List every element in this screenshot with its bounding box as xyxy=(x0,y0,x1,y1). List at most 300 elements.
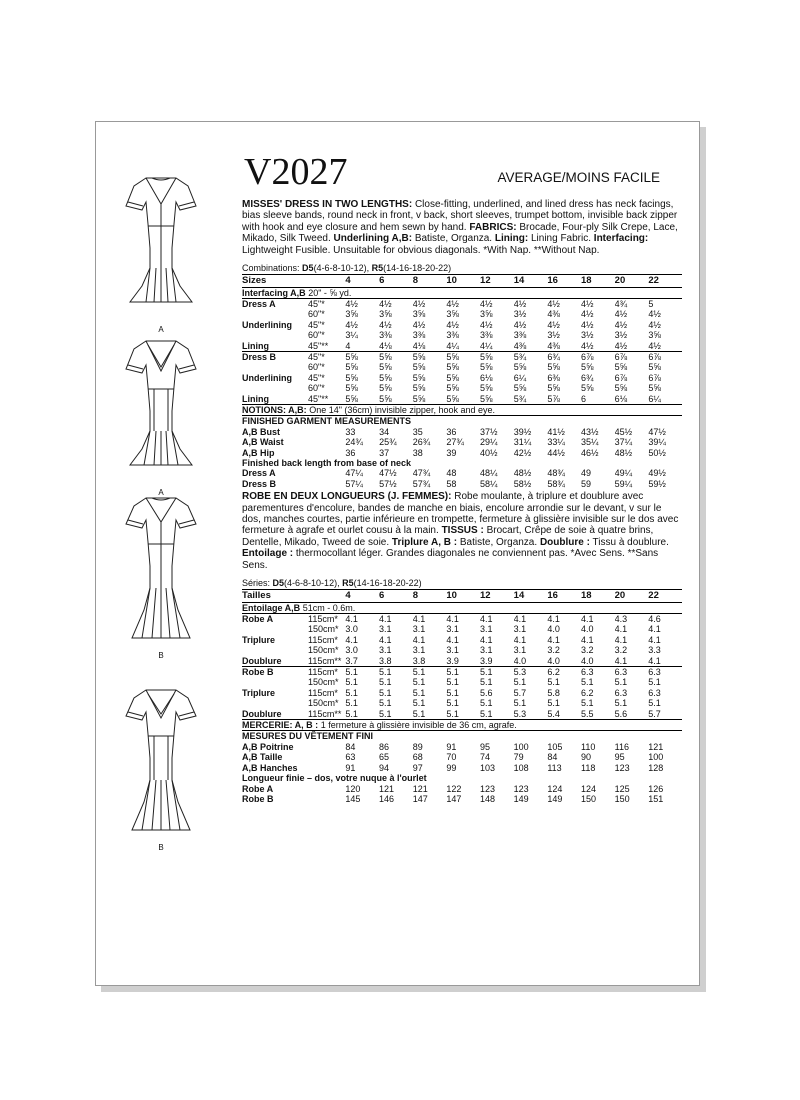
row-label: Robe A xyxy=(242,783,274,794)
measurement-value: 43½ xyxy=(581,426,599,437)
interfacing-row xyxy=(242,287,682,298)
yardage-row xyxy=(242,351,682,362)
dress-a-front-icon xyxy=(106,327,216,487)
measurement-value: 35¼ xyxy=(581,437,599,448)
fabric-width: 45"* xyxy=(308,319,325,330)
measurement-value: 120 xyxy=(345,783,361,794)
row-label: Dress B xyxy=(242,351,308,362)
yardage-value: 5.1 xyxy=(379,708,392,719)
yardage-value: 5.1 xyxy=(446,667,480,678)
yardage-value: 5⅝ xyxy=(480,351,514,362)
size-header: 20 xyxy=(615,275,649,288)
yardage-value: 5 xyxy=(648,298,682,309)
row-label: Robe A xyxy=(242,614,308,625)
french-description xyxy=(242,491,682,571)
row-label: Robe B xyxy=(242,793,274,804)
yardage-value: 5.7 xyxy=(513,687,527,698)
measurement-value: 95 xyxy=(480,741,491,752)
measurement-value: 49½ xyxy=(648,468,666,479)
yardage-value: 5⅝ xyxy=(480,362,493,373)
triplure-body: Batiste, Organza. xyxy=(459,536,538,548)
measurement-value: 150 xyxy=(580,793,597,804)
yardage-value: 4½ xyxy=(614,319,628,330)
measurement-value: 58 xyxy=(446,478,457,489)
measurement-value: 47¾ xyxy=(412,468,431,479)
yardage-value: 3⅜ xyxy=(446,330,459,341)
yardage-value: 4.1 xyxy=(480,634,493,645)
size-header: 14 xyxy=(514,275,548,288)
yardage-row xyxy=(242,309,682,319)
yardage-value: 5.1 xyxy=(345,698,358,709)
measurement-value: 50½ xyxy=(648,447,666,458)
measurement-value: 33 xyxy=(345,426,356,437)
measurement-value: 90 xyxy=(580,752,591,763)
yardage-value: 4½ xyxy=(581,340,594,351)
measurement-value: 100 xyxy=(648,752,664,763)
pattern-back-sheet xyxy=(95,121,700,986)
row-label: A,B Taille xyxy=(242,752,283,763)
yardage-value: 4.1 xyxy=(614,655,628,666)
yardage-value: 3.1 xyxy=(513,624,527,635)
notions-row xyxy=(242,405,682,416)
measurement-value: 39½ xyxy=(513,426,532,437)
yardage-value: 4.1 xyxy=(614,634,628,645)
yardage-value: 4½ xyxy=(648,319,661,330)
yardage-row xyxy=(242,698,682,708)
measurement-value: 38 xyxy=(412,447,423,458)
row-label xyxy=(242,624,308,634)
size-header: 18 xyxy=(581,275,615,288)
finished-measurements-title: FINISHED GARMENT MEASUREMENTS xyxy=(242,416,682,427)
yardage-value: 5⅝ xyxy=(446,362,459,373)
yardage-value: 5⅝ xyxy=(648,362,661,373)
desc-title: MISSES' DRESS IN TWO LENGTHS: xyxy=(242,199,413,210)
yardage-value: 3.2 xyxy=(547,645,560,656)
measurement-value: 48¼ xyxy=(480,468,498,479)
yardage-value: 4⅜ xyxy=(513,340,527,351)
measurement-value: 97 xyxy=(412,762,423,773)
yardage-row xyxy=(242,635,682,645)
yardage-value: 3.1 xyxy=(446,624,459,635)
yardage-row xyxy=(242,373,682,383)
yardage-value: 4.3 xyxy=(615,614,649,625)
yardage-value: 4⅛ xyxy=(379,340,392,351)
yardage-value: 3½ xyxy=(581,330,594,341)
fabric-width: 150cm* xyxy=(308,698,339,709)
yardage-value: 5⅝ xyxy=(480,383,493,394)
measurement-value: 40½ xyxy=(480,447,498,458)
yardage-value: 6⅛ xyxy=(614,393,628,404)
measurement-value: 59 xyxy=(581,478,592,489)
measurement-value: 86 xyxy=(379,741,390,752)
yardage-value: 6⅞ xyxy=(615,351,649,362)
mercerie-row-label: MERCERIE: A, B : xyxy=(242,720,319,731)
yardage-value: 5¾ xyxy=(514,351,548,362)
measurement-value: 123 xyxy=(614,762,630,773)
yardage-value: 3⅝ xyxy=(648,330,661,341)
yardage-value: 5⅝ xyxy=(379,362,392,373)
yardage-row xyxy=(242,667,682,678)
measurement-value: 34 xyxy=(379,426,390,437)
yardage-value: 4⅛ xyxy=(412,340,426,351)
yardage-value: 4½ xyxy=(480,319,493,330)
yardage-value: 5.4 xyxy=(547,708,560,719)
lining-label: Lining: xyxy=(494,233,529,245)
yardage-row xyxy=(242,709,682,720)
yardage-value: 4½ xyxy=(345,319,358,330)
yardage-value: 6 xyxy=(581,393,587,404)
yardage-value: 4.1 xyxy=(480,614,514,625)
yardage-value: 5.1 xyxy=(345,677,358,688)
combinations-line xyxy=(242,263,682,274)
entoilage-row-value: 51cm - 0.6m. xyxy=(302,602,356,613)
yardage-value: 3.1 xyxy=(412,645,426,656)
fabric-width: 115cm* xyxy=(308,667,345,678)
measurement-value: 84 xyxy=(547,752,558,763)
yardage-value: 6.3 xyxy=(614,687,628,698)
yardage-value: 4.1 xyxy=(412,634,426,645)
yardage-value: 5⅝ xyxy=(513,362,527,373)
combinations-label: Combinations: xyxy=(242,263,300,274)
yardage-value: 4.1 xyxy=(648,624,661,635)
yardage-value: 5.1 xyxy=(345,708,358,719)
fabric-width: 150cm* xyxy=(308,624,339,635)
interfacing-row-value: 20" - ⅝ yd. xyxy=(308,287,352,298)
size-header: 6 xyxy=(379,590,413,603)
dress-b-back-icon xyxy=(106,490,216,650)
row-label: Lining xyxy=(242,340,269,351)
sizes-header-row xyxy=(242,590,682,603)
yardage-value: 3.7 xyxy=(345,655,358,666)
yardage-value: 4.1 xyxy=(379,614,413,625)
yardage-row xyxy=(242,362,682,372)
measurement-value: 105 xyxy=(547,741,563,752)
difficulty-label: AVERAGE/MOINS FACILE xyxy=(497,170,660,185)
measurement-value: 44½ xyxy=(547,447,565,458)
measurement-value: 128 xyxy=(648,762,664,773)
english-description xyxy=(242,199,682,256)
measurement-value: 150 xyxy=(614,793,630,804)
measurement-value: 118 xyxy=(580,762,596,773)
yardage-value: 6.3 xyxy=(581,667,615,678)
yardage-value: 3.1 xyxy=(480,624,493,635)
yardage-value: 4½ xyxy=(379,298,413,309)
fabric-width: 150cm* xyxy=(308,677,339,688)
row-label: Dress B xyxy=(242,478,277,489)
fabric-width: 45"** xyxy=(308,340,329,351)
measurement-value: 63 xyxy=(345,752,356,763)
yardage-value: 5.1 xyxy=(412,677,426,688)
mercerie-row-cell xyxy=(242,720,682,731)
fabric-width: 60"* xyxy=(308,362,325,373)
yardage-value: 4½ xyxy=(480,298,514,309)
yardage-value: 6⅜ xyxy=(547,372,560,383)
interfacing-row-label: Interfacing A,B xyxy=(242,287,306,298)
yardage-value: 5.7 xyxy=(648,708,661,719)
yardage-value: 6⅞ xyxy=(648,372,661,383)
sketch-view-a-back xyxy=(106,164,216,339)
yardage-value: 4⅜ xyxy=(547,309,560,320)
interfacing-label: Interfacing: xyxy=(593,233,649,245)
mesures-title: MESURES DU VÊTEMENT FINI xyxy=(242,731,682,742)
measurement-value: 58½ xyxy=(513,478,532,489)
yardage-value: 5.3 xyxy=(514,667,548,678)
fabric-width: 115cm** xyxy=(308,655,342,666)
entoilage-label: Entoilage : xyxy=(242,548,294,560)
series-r5-sizes: (14-16-18-20-22) xyxy=(353,578,422,589)
row-label xyxy=(242,330,308,340)
view-label: A xyxy=(158,488,164,497)
size-header: 4 xyxy=(345,275,379,288)
yardage-value: 3⅝ xyxy=(345,309,358,320)
desc-body: Close-fitting, underlined, and lined dress has neck facings, bias sleeve bands, round neck in front, v back, short sleeves, trumpet bottom, invisible back zipper with hook and eye closure and hem sewn by hand. xyxy=(242,199,678,233)
yardage-value: 3½ xyxy=(513,309,527,320)
yardage-value: 5.5 xyxy=(580,708,594,719)
yardage-value: 4½ xyxy=(446,298,480,309)
sketch-view-b-front xyxy=(106,682,216,857)
yardage-value: 3½ xyxy=(547,330,560,341)
yardage-value: 3.2 xyxy=(614,645,628,656)
yardage-value: 3.1 xyxy=(480,645,493,656)
yardage-value: 5⅝ xyxy=(513,383,527,394)
fabric-width: 60"* xyxy=(308,383,325,394)
yardage-value: 4½ xyxy=(379,319,392,330)
back-length xyxy=(242,458,682,468)
measurement-value: 68 xyxy=(412,752,423,763)
combo-r5-sizes: (14-16-18-20-22) xyxy=(383,263,452,274)
yardage-value: 4.0 xyxy=(547,655,560,666)
fabric-width: 115cm* xyxy=(308,634,338,645)
measurement-value: 47¼ xyxy=(345,468,363,479)
yardage-value: 3⅝ xyxy=(480,309,493,320)
measurement-value: 58¾ xyxy=(547,478,565,489)
yardage-value: 4¼ xyxy=(446,340,459,351)
yardage-value: 4.1 xyxy=(345,634,358,645)
measurement-value: 74 xyxy=(480,752,491,763)
yardage-value: 6¼ xyxy=(648,393,661,404)
row-label: A,B Waist xyxy=(242,437,284,448)
yardage-value: 5⅝ xyxy=(379,351,413,362)
yardage-value: 3.3 xyxy=(648,645,661,656)
yardage-value: 5.1 xyxy=(412,698,426,709)
measurement-value: 49¼ xyxy=(614,468,633,479)
row-label: Doublure xyxy=(242,655,282,666)
yardage-row xyxy=(242,677,682,687)
yardage-value: 4.0 xyxy=(580,655,594,666)
yardage-value: 5.1 xyxy=(446,708,459,719)
yardage-value: 6.2 xyxy=(580,687,594,698)
yardage-value: 5⅝ xyxy=(412,372,426,383)
row-label xyxy=(242,645,308,655)
header xyxy=(242,152,682,194)
yardage-value: 3⅜ xyxy=(379,330,392,341)
yardage-value: 5⅝ xyxy=(345,372,358,383)
yardage-value: 5⅝ xyxy=(345,383,358,394)
measurement-value: 89 xyxy=(412,741,423,752)
measurement-value: 36 xyxy=(446,426,457,437)
yardage-value: 6.3 xyxy=(648,667,682,678)
measurement-row xyxy=(242,448,682,458)
yardage-value: 3¼ xyxy=(345,330,358,341)
yardage-value: 4.1 xyxy=(614,624,628,635)
measurement-value: 57¾ xyxy=(412,478,431,489)
measurement-value: 25¾ xyxy=(379,437,397,448)
yardage-value: 5⅝ xyxy=(446,383,459,394)
measurement-value: 48½ xyxy=(513,468,532,479)
size-header: 12 xyxy=(480,275,514,288)
measurement-value: 94 xyxy=(379,762,390,773)
yardage-value: 5.1 xyxy=(379,687,392,698)
row-label: Triplure xyxy=(242,634,276,645)
yardage-value: 4.1 xyxy=(446,634,459,645)
row-label: A,B Hanches xyxy=(242,762,298,773)
sketch-view-b-back xyxy=(106,490,216,665)
size-header: 12 xyxy=(480,590,514,603)
yardage-value: 5.1 xyxy=(513,677,527,688)
sketch-view-a-front xyxy=(106,327,216,502)
yardage-value: 5.1 xyxy=(412,708,426,719)
yardage-value: 6⅞ xyxy=(648,351,682,362)
yardage-row xyxy=(242,656,682,667)
measurement-value: 103 xyxy=(480,762,496,773)
size-header: 18 xyxy=(581,590,615,603)
row-label xyxy=(242,698,308,708)
yardage-value: 3.8 xyxy=(379,655,392,666)
yardage-value: 5⅝ xyxy=(547,362,560,373)
yardage-value: 5.1 xyxy=(446,687,459,698)
yardage-row xyxy=(242,614,682,625)
yardage-value: 5.1 xyxy=(480,698,493,709)
yardage-value: 3⅜ xyxy=(412,330,426,341)
measurement-value: 147 xyxy=(412,793,428,804)
sizes-label: Tailles xyxy=(242,590,345,603)
yardage-value: 5.1 xyxy=(580,677,594,688)
back-length-title: Finished back length from base of neck xyxy=(242,458,412,469)
size-header: 10 xyxy=(446,590,480,603)
measurement-value: 26¾ xyxy=(412,437,431,448)
mercerie-row-value: 1 fermeture à glissière invisible de 36 cm, agrafe. xyxy=(320,720,517,731)
yardage-value: 5.1 xyxy=(513,698,527,709)
yardage-value: 5⅝ xyxy=(581,362,594,373)
yardage-value: 4.1 xyxy=(514,614,548,625)
yardage-value: 4.1 xyxy=(648,634,661,645)
size-header: 4 xyxy=(345,590,379,603)
yardage-value: 4.1 xyxy=(580,634,594,645)
yardage-value: 4.1 xyxy=(648,655,661,666)
yardage-value: 5.1 xyxy=(614,698,628,709)
underlining-body: Batiste, Organza. xyxy=(414,233,493,245)
size-header: 14 xyxy=(514,590,548,603)
yardage-value: 5¾ xyxy=(513,393,527,404)
series-d5: D5 xyxy=(272,578,285,589)
measurement-value: 39¼ xyxy=(648,437,666,448)
french-chart xyxy=(242,589,682,804)
yardage-value: 4½ xyxy=(614,340,628,351)
yardage-value: 5.1 xyxy=(412,687,426,698)
yardage-value: 4¾ xyxy=(615,298,649,309)
notions-row-label: NOTIONS: A,B: xyxy=(242,405,307,415)
measurement-row xyxy=(242,427,682,437)
measurement-row xyxy=(242,742,682,752)
measurement-value: 100 xyxy=(513,741,529,752)
yardage-value: 5⅝ xyxy=(379,393,392,404)
yardage-row xyxy=(242,394,682,405)
series-r5: R5 xyxy=(342,578,354,589)
yardage-value: 5.1 xyxy=(379,667,413,678)
measurement-value: 121 xyxy=(379,783,395,794)
measurement-value: 57¼ xyxy=(345,478,363,489)
yardage-value: 4.1 xyxy=(446,614,480,625)
yardage-value: 4.1 xyxy=(513,634,527,645)
dress-a-back-icon xyxy=(106,164,216,324)
yardage-value: 6.3 xyxy=(615,667,649,678)
measurement-value: 48½ xyxy=(614,447,633,458)
yardage-value: 5⅝ xyxy=(446,372,459,383)
size-header: 8 xyxy=(413,590,447,603)
sizes-header-row xyxy=(242,275,682,288)
measurement-value: 91 xyxy=(345,762,356,773)
measurement-row xyxy=(242,794,682,804)
yardage-value: 5⅝ xyxy=(581,383,594,394)
yardage-value: 4.1 xyxy=(581,614,615,625)
size-header: 20 xyxy=(615,590,649,603)
measurement-value: 91 xyxy=(446,741,457,752)
measurement-value: 151 xyxy=(648,793,664,804)
measurement-value: 99 xyxy=(446,762,457,773)
yardage-row xyxy=(242,330,682,340)
measurement-row xyxy=(242,479,682,489)
yardage-row xyxy=(242,624,682,634)
underlining-label: Underlining A,B: xyxy=(333,233,413,245)
measurement-value: 37¼ xyxy=(614,437,633,448)
yardage-value: 6¾ xyxy=(581,372,594,383)
tissus-body: Brocart, Crêpe de soie à quatre brins, Dentelle, Mikado, Tweed de soie. xyxy=(242,525,654,548)
measurement-row xyxy=(242,763,682,773)
row-label: Lining xyxy=(242,393,269,404)
yardage-value: 6.2 xyxy=(547,667,581,678)
yardage-value: 4½ xyxy=(547,319,560,330)
measurement-value: 59¼ xyxy=(614,478,633,489)
yardage-value: 3⅝ xyxy=(412,309,426,320)
yardage-value: 5.1 xyxy=(446,698,459,709)
measurement-value: 116 xyxy=(614,741,629,752)
yardage-value: 3.9 xyxy=(480,655,493,666)
yardage-row xyxy=(242,320,682,330)
row-label: Robe B xyxy=(242,667,308,678)
measurement-value: 48 xyxy=(446,468,457,479)
yardage-value: 3.1 xyxy=(412,624,426,635)
yardage-value: 6⅞ xyxy=(614,372,628,383)
measurement-value: 59½ xyxy=(648,478,666,489)
measurement-row xyxy=(242,468,682,478)
size-header: 10 xyxy=(446,275,480,288)
measurement-value: 24¾ xyxy=(345,437,363,448)
row-label: Dress A xyxy=(242,468,276,479)
yardage-value: 5.6 xyxy=(614,708,628,719)
fabric-width: 60"* xyxy=(308,330,325,341)
measurement-value: 35 xyxy=(412,426,423,437)
fabric-width: 115cm* xyxy=(308,614,345,625)
combo-d5-sizes: (4-6-8-10-12), xyxy=(313,263,370,274)
longueur-title: Longueur finie – dos, votre nuque à l'ourlet xyxy=(242,773,427,784)
fabric-width: 115cm** xyxy=(308,708,342,719)
series-d5-sizes: (4-6-8-10-12), xyxy=(284,578,340,589)
combo-r5: R5 xyxy=(371,263,384,274)
interfacing-row-cell xyxy=(242,287,682,298)
lining-body: Lining Fabric. xyxy=(530,233,592,245)
measurement-value: 42½ xyxy=(513,447,532,458)
measurement-value: 58¼ xyxy=(480,478,498,489)
